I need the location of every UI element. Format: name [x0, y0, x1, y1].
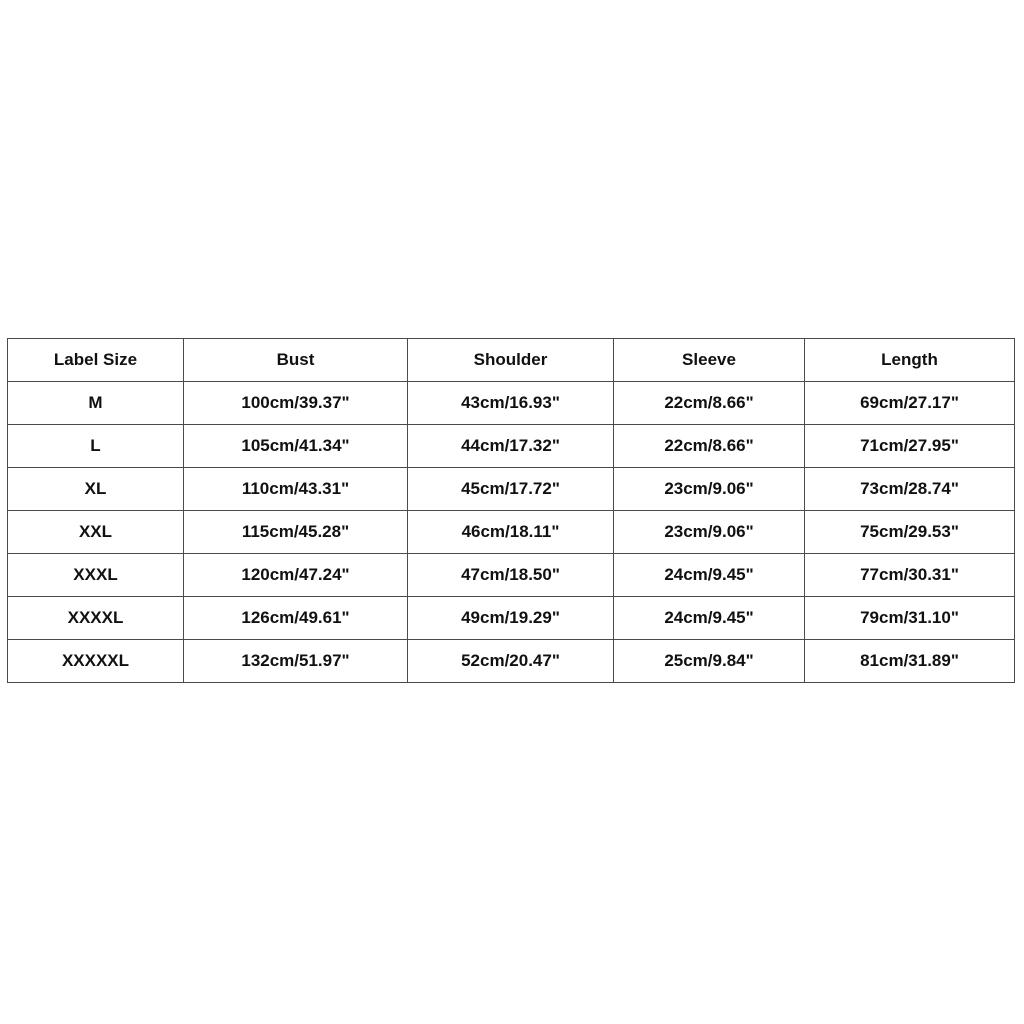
table-header	[8, 339, 1015, 382]
cell-shoulder: 52cm/20.47"	[408, 640, 614, 683]
cell-shoulder: 45cm/17.72"	[408, 468, 614, 511]
header-sleeve: Sleeve	[614, 339, 805, 382]
table-body	[8, 382, 1015, 683]
cell-bust: 115cm/45.28"	[184, 511, 408, 554]
header-row	[8, 339, 1015, 382]
cell-shoulder: 43cm/16.93"	[408, 382, 614, 425]
cell-label-size: XXXXL	[8, 597, 184, 640]
cell-length: 75cm/29.53"	[805, 511, 1015, 554]
header-shoulder: Shoulder	[408, 339, 614, 382]
cell-label-size: M	[8, 382, 184, 425]
cell-length: 77cm/30.31"	[805, 554, 1015, 597]
table-row	[8, 425, 1015, 468]
cell-bust: 100cm/39.37"	[184, 382, 408, 425]
cell-length: 79cm/31.10"	[805, 597, 1015, 640]
cell-sleeve: 22cm/8.66"	[614, 382, 805, 425]
table-row	[8, 597, 1015, 640]
cell-label-size: XXXL	[8, 554, 184, 597]
cell-bust: 105cm/41.34"	[184, 425, 408, 468]
cell-shoulder: 46cm/18.11"	[408, 511, 614, 554]
table-row	[8, 511, 1015, 554]
cell-bust: 120cm/47.24"	[184, 554, 408, 597]
cell-bust: 110cm/43.31"	[184, 468, 408, 511]
cell-length: 81cm/31.89"	[805, 640, 1015, 683]
size-chart-table	[7, 338, 1015, 683]
cell-bust: 126cm/49.61"	[184, 597, 408, 640]
cell-label-size: XXL	[8, 511, 184, 554]
cell-shoulder: 47cm/18.50"	[408, 554, 614, 597]
cell-length: 71cm/27.95"	[805, 425, 1015, 468]
cell-sleeve: 25cm/9.84"	[614, 640, 805, 683]
cell-sleeve: 24cm/9.45"	[614, 554, 805, 597]
cell-sleeve: 23cm/9.06"	[614, 511, 805, 554]
table-row	[8, 382, 1015, 425]
cell-sleeve: 22cm/8.66"	[614, 425, 805, 468]
cell-shoulder: 49cm/19.29"	[408, 597, 614, 640]
table-row	[8, 554, 1015, 597]
table-row	[8, 468, 1015, 511]
cell-length: 73cm/28.74"	[805, 468, 1015, 511]
header-label-size: Label Size	[8, 339, 184, 382]
header-bust: Bust	[184, 339, 408, 382]
table-row	[8, 640, 1015, 683]
cell-label-size: XL	[8, 468, 184, 511]
cell-length: 69cm/27.17"	[805, 382, 1015, 425]
cell-sleeve: 23cm/9.06"	[614, 468, 805, 511]
cell-bust: 132cm/51.97"	[184, 640, 408, 683]
cell-label-size: XXXXXL	[8, 640, 184, 683]
cell-sleeve: 24cm/9.45"	[614, 597, 805, 640]
cell-shoulder: 44cm/17.32"	[408, 425, 614, 468]
cell-label-size: L	[8, 425, 184, 468]
header-length: Length	[805, 339, 1015, 382]
